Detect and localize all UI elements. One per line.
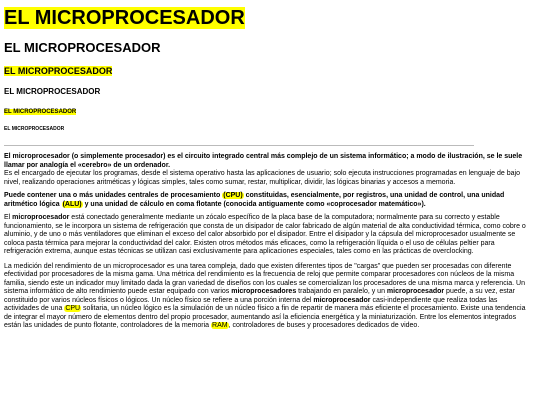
alu-highlight: (ALU): [62, 200, 82, 208]
heading-3-text: EL MICROPROCESADOR: [4, 66, 113, 76]
p3-text-b: constituidas, esencialmente, por registros, una unidad de control, una unidad aritmético lógica: [4, 192, 505, 208]
paragraph-performance: [4, 263, 534, 331]
heading-2: EL MICROPROCESADOR: [4, 40, 161, 55]
p5-text-b: trabajando en paralelo, y un: [296, 288, 387, 295]
p5-text-d: casi-independiente que realiza todas las actividades de una: [4, 296, 498, 312]
p4-micro-bold: microprocesador: [12, 214, 70, 221]
p5-text-e: solitaria, un núcleo lógico es la simulación de un núcleo físico a fin de repartir de manera más eficiente el procesamiento. Existe una tendencia de integrar el mayor número de elementos dentro del propio procesador, aumentando así la eficiencia energética y la miniaturización. Entre los elementos integrados están las unidades de punto flotante, controladores de la memoria: [4, 305, 526, 329]
p4-text-a: El: [4, 214, 13, 221]
heading-1-text: EL MICROPROCESADOR: [4, 7, 245, 29]
p5-text-c: puede, a su vez, estar constituido por varios núcleos físicos o lógicos. Un núcleo físico se refiere a una porción interna del: [4, 288, 515, 304]
cpu-highlight-2: CPU: [65, 305, 81, 312]
paragraph-cooling: [4, 214, 534, 257]
p3-text-c: y una unidad de cálculo en coma flotante (conocida antiguamente como «coprocesador matemático»).: [82, 200, 426, 208]
paragraph-intro: El microprocesador (o simplemente procesador) es el circuito integrado central más complejo de un sistema informático; a modo de ilustración, se le suele llamar por analogía el «cerebro» de un ordenador.: [4, 153, 523, 169]
cpu-highlight: (CPU): [223, 192, 243, 199]
p5-micro1-bold: microprocesador: [386, 288, 445, 295]
heading-1: [4, 6, 536, 30]
p5-text-f: , controladores de buses y procesadores dedicados de video.: [228, 322, 420, 329]
p5-micro2-bold: microprocesador: [313, 296, 371, 304]
heading-6: EL MICROPROCESADOR: [4, 126, 65, 132]
heading-4: EL MICROPROCESADOR: [4, 87, 101, 96]
heading-5: [4, 108, 536, 116]
paragraph-description: Es el encargado de ejecutar los programas, desde el sistema operativo hasta las aplicaciones de usuario; solo ejecuta instrucciones programadas en lenguaje de bajo nivel, realizando operaciones aritméticas y lógicas simples, tales como sumar, restar, multiplicar, dividir, las lógicas binarias y accesos a memoria.: [4, 170, 520, 186]
p4-text-b: está conectado generalmente mediante un zócalo específico de la placa base de la computadora; normalmente para su correcto y estable funcionamiento, se le incorpora un sistema de refrigeración que consta de un disipador de calor fabricado de algún material de alta conductividad térmica, como cobre o aluminio, y de uno o más ventiladores que eliminan el exceso del calor absorbido por el disipador. Entre el disipador y la cápsula del microprocesador usualmente se coloca pasta térmica para mejorar la conductividad del calor. Existen otros métodos más eficaces, como la refrigeración líquida o el uso de células peltier para refrigeración extrema, aunque estas técnicas se utilizan casi exclusivamente para aplicaciones especiales, tales como en las prácticas de overclocking.: [4, 214, 526, 255]
heading-5-text: EL MICROPROCESADOR: [4, 109, 77, 115]
paragraph-cpu: [4, 192, 534, 209]
ram-highlight: RAM: [212, 322, 228, 329]
heading-3: [4, 66, 536, 77]
horizontal-rule: [4, 145, 474, 146]
p5-text-a: La medición del rendimiento de un microprocesador es una tarea compleja, dado que existen diferentes tipos de "cargas" que pueden ser procesadas con diferente efectividad por procesadores de la misma gama. Una métrica del rendimiento es la frecuencia de reloj que permite comparar procesadores con núcleos de la misma familia, siendo este un indicador muy limitado dada la gran variedad de diseños con los cuales se comercializan los procesadores de una misma marca y referencia. Un sistema informático de alto rendimiento puede estar equipado con varios: [4, 262, 525, 295]
p3-text-a: Puede contener una o más unidades centrales de procesamiento: [4, 192, 223, 199]
p5-micros-bold: microprocesadores: [231, 288, 297, 295]
